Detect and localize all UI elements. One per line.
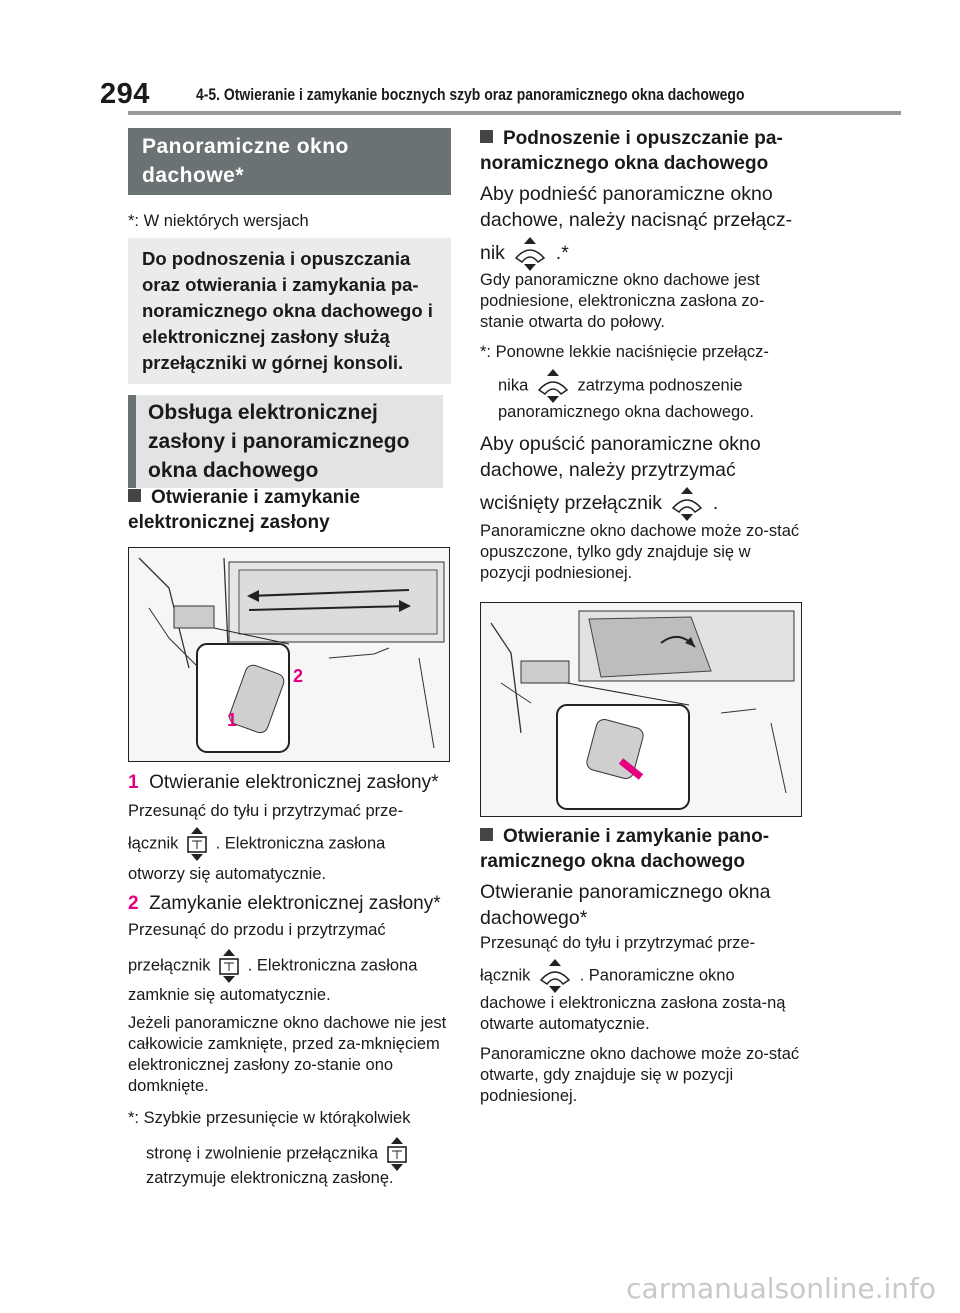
watermark: carmanualsonline.info: [626, 1272, 936, 1305]
item-2-line-c: zamknie się automatycznie.: [128, 986, 331, 1004]
bullet-square-icon: [128, 489, 141, 502]
intro-box: Do podnoszenia i opuszczania oraz otwierania i zamykania pa-noramicznego okna dachowego i elektronicznej zasłony służą przełączniki w górnej konsoli.: [128, 238, 451, 384]
lower-note: Panoramiczne okno dachowe może zo-stać opuszczone, tylko gdy znajduje się w pozycji podniesionej.: [480, 522, 800, 582]
footnote-tilt-b: nika zatrzyma podnoszenie: [498, 368, 743, 404]
tilt-para-a: Aby podnieść panoramiczne okno dachowe, należy nacisnąć przełącz-: [480, 183, 793, 231]
slide-line-b: łącznik . Panoramiczne okno: [480, 958, 735, 994]
item-2-line-a: Przesunąć do przodu i przytrzymać: [128, 921, 386, 939]
subheading-slide: Otwieranie i zamykanie pano-ramicznego okna dachowego: [480, 826, 770, 872]
item-1-line-c: otworzy się automatycznie.: [128, 865, 327, 883]
tilt-switch-icon: [537, 958, 573, 994]
item-2-note: Jeżeli panoramiczne okno dachowe nie jest całkowicie zamknięte, przed za-mknięciem elektronicznej zasłony zo-stanie ono domknięte.: [128, 1014, 447, 1095]
headliner-illustration: [129, 548, 449, 761]
shade-switch-icon: [385, 1136, 409, 1172]
page-number: 294: [100, 78, 150, 110]
footnote-quick-swipe-a: *: Szybkie przesunięcie w którąkolwiek: [128, 1109, 411, 1127]
bullet-square-icon: [480, 828, 493, 841]
section-heading-operation: Obsługa elektronicznej zasłony i panoramicznego okna dachowego: [128, 395, 443, 488]
figure-tilt-switch: [480, 602, 802, 817]
slide-note: Panoramiczne okno dachowe może zo-stać otwarte, gdy znajduje się w pozycji podniesionej.: [480, 1045, 800, 1105]
lower-para-a: Aby opuścić panoramiczne okno dachowe, należy przytrzymać: [480, 433, 761, 481]
footnote-quick-swipe-b: stronę i zwolnienie przełącznika: [146, 1136, 411, 1172]
item-2-line-b: przełącznik . Elektroniczna zasłona: [128, 948, 417, 984]
figure-shade-switch: [128, 547, 450, 762]
tilt-switch-icon: [535, 368, 571, 404]
slide-para: Otwieranie panoramicznego okna dachowego*: [480, 881, 771, 929]
slide-line-c: dachowe i elektroniczna zasłona zosta-ną otwarte automatycznie.: [480, 994, 786, 1033]
subheading-tilt: Podnoszenie i opuszczanie pa-noramicznego okna dachowego: [480, 128, 783, 174]
item-2-title: 2 Zamykanie elektronicznej zasłony*: [128, 893, 441, 914]
figure-callout-1: 1: [227, 710, 238, 730]
subheading-shade: Otwieranie i zamykanie elektronicznej zasłony: [128, 487, 361, 533]
footnote-quick-swipe-c: zatrzymuje elektroniczną zasłonę.: [146, 1169, 394, 1187]
footnote-tilt-c: panoramicznego okna dachowego.: [498, 403, 754, 421]
headliner-tilt-illustration: [481, 603, 801, 816]
tilt-note: Gdy panoramiczne okno dachowe jest podniesione, elektroniczna zasłona zo-stanie otwarta do połowy.: [480, 271, 765, 331]
item-1-title: 1 Otwieranie elektronicznej zasłony*: [128, 772, 439, 793]
figure-callout-2: 2: [293, 666, 304, 686]
item-1-line-a: Przesunąć do tyłu i przytrzymać prze-: [128, 802, 404, 820]
header-rule: [128, 111, 901, 115]
footnote-tilt-a: *: Ponowne lekkie naciśnięcie przełącz-: [480, 343, 769, 361]
section-heading-sunroof: Panoramiczne okno dachowe*: [128, 128, 451, 195]
item-1-line-b: łącznik . Elektroniczna zasłona: [128, 826, 385, 862]
tilt-switch-icon: [512, 236, 548, 272]
chapter-title: 4-5. Otwieranie i zamykanie bocznych szyb oraz panoramicznego okna dachowego: [196, 85, 745, 104]
footnote-versions: *: W niektórych wersjach: [128, 212, 309, 230]
shade-switch-icon: [217, 948, 241, 984]
tilt-switch-icon: [669, 486, 705, 522]
shade-switch-icon: [185, 826, 209, 862]
lower-para-b: wciśnięty przełącznik .: [480, 486, 718, 522]
tilt-para-b: nik .*: [480, 236, 569, 272]
slide-line-a: Przesunąć do tyłu i przytrzymać prze-: [480, 934, 756, 952]
bullet-square-icon: [480, 130, 493, 143]
